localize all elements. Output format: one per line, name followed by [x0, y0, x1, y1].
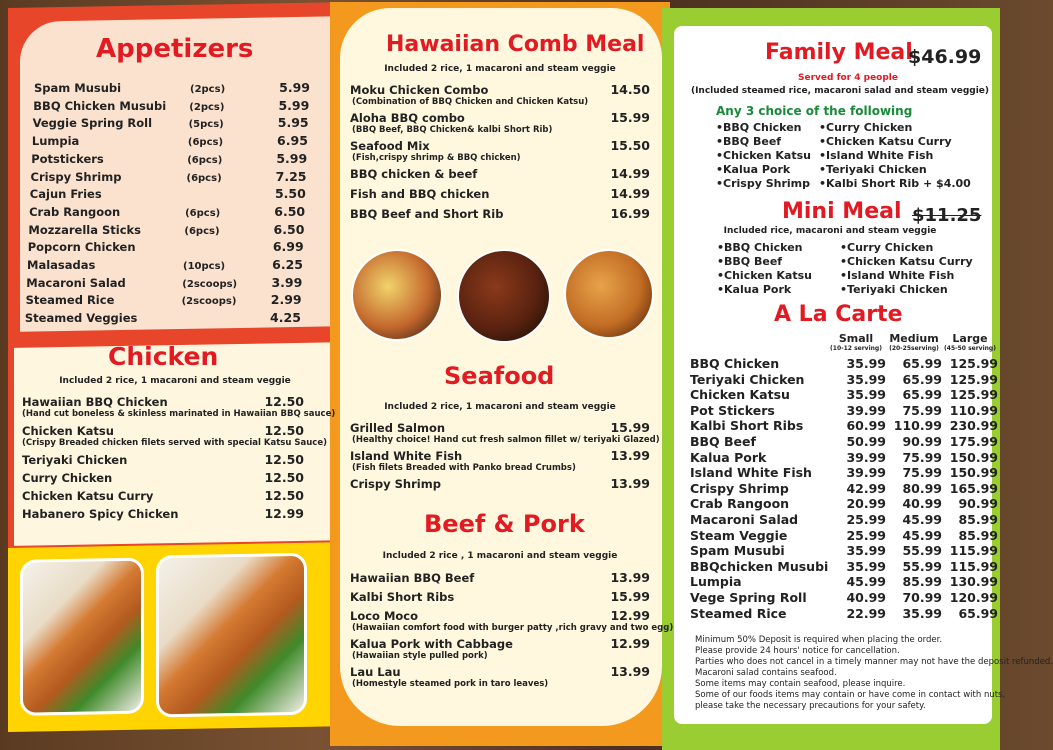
note-line: Macaroni salad contains seafood.	[695, 668, 837, 678]
mini-option: • Island White Fish	[840, 269, 954, 282]
alacarte-medium: 35.99	[902, 605, 942, 621]
comb-name: BBQ Beef and Short Rib	[350, 207, 504, 221]
alacarte-medium: 85.99	[902, 574, 942, 590]
chicken-price: 12.99	[264, 506, 304, 521]
alacarte-medium: 45.99	[902, 512, 942, 527]
family-choice: Any 3 choice of the following	[716, 104, 913, 118]
comb-price: 14.50	[610, 82, 650, 97]
appetizers-title: Appetizers	[96, 34, 254, 64]
appetizer-name: Spam Musubi	[34, 81, 122, 95]
alacarte-name: Teriyaki Chicken	[690, 371, 805, 387]
mini-title: Mini Meal	[782, 199, 902, 224]
appetizer-row	[28, 222, 304, 237]
chicken-row	[22, 470, 304, 485]
alacarte-row	[690, 543, 998, 558]
note-line: Parties who does not cancel in a timely manner may not have the deposit refunded.	[695, 657, 1053, 667]
alacarte-row	[690, 356, 998, 371]
family-option: • BBQ Chicken	[716, 121, 802, 134]
alacarte-title: A La Carte	[774, 302, 903, 327]
comb-photo-1	[351, 249, 443, 341]
appetizer-qty: (2pcs)	[190, 84, 226, 95]
chicken-desc: (Crispy Breaded chicken filets served with special Katsu Sauce)	[22, 438, 327, 448]
appetizer-row	[33, 115, 309, 130]
appetizer-price: 5.99	[276, 150, 308, 166]
beefpork-row	[350, 636, 650, 651]
appetizer-name: Potstickers	[31, 151, 104, 166]
alacarte-row	[690, 481, 998, 496]
chicken-name: Chicken Katsu	[22, 424, 114, 438]
beefpork-price: 12.99	[610, 636, 650, 651]
seafood-price: 13.99	[610, 476, 650, 491]
alacarte-name: Kalua Pork	[690, 449, 767, 465]
appetizer-row	[27, 257, 303, 272]
appetizer-name: Steamed Rice	[25, 293, 115, 308]
alacarte-large: 115.99	[949, 543, 998, 559]
appetizer-price: 4.25	[270, 310, 301, 326]
alacarte-large: 230.99	[949, 418, 998, 434]
photos-strip	[8, 542, 338, 732]
family-option: • Kalua Pork	[716, 163, 790, 176]
alacarte-small: 35.99	[846, 371, 886, 387]
appetizer-row	[31, 169, 307, 184]
appetizer-name: Mozzarella Sticks	[28, 222, 142, 237]
comb-row	[350, 138, 650, 153]
alacarte-name: Pot Stickers	[690, 402, 775, 418]
seafood-subtitle: Included 2 rice, 1 macaroni and steam veggie	[384, 402, 616, 412]
family-option: • Curry Chicken	[819, 121, 912, 134]
seafood-row	[350, 448, 650, 463]
mini-option: • Curry Chicken	[840, 241, 933, 254]
beefpork-desc: (Hawaiian comfort food with burger patty ,rich gravy and two egg)	[352, 623, 674, 633]
comb-name: Fish and BBQ chicken	[350, 187, 490, 201]
alacarte-row	[690, 496, 998, 511]
alacarte-small: 50.99	[846, 434, 886, 449]
appetizer-price: 5.50	[274, 186, 306, 202]
appetizer-name: Popcorn Chicken	[27, 240, 136, 255]
chicken-subtitle: Included 2 rice, 1 macaroni and steam veggie	[59, 376, 291, 386]
alacarte-row	[690, 450, 998, 465]
alacarte-row	[690, 606, 998, 621]
comb-row	[350, 166, 650, 181]
alacarte-name: Chicken Katsu	[690, 387, 790, 403]
comb-subtitle: Included 2 rice, 1 macaroni and steam veggie	[384, 64, 616, 74]
comb-title: Hawaiian Comb Meal	[386, 32, 645, 57]
alacarte-small: 35.99	[846, 558, 886, 574]
alacarte-size-small: Small	[838, 332, 874, 345]
alacarte-large: 150.99	[949, 449, 998, 465]
alacarte-large: 125.99	[949, 387, 998, 403]
alacarte-medium: 70.99	[902, 590, 942, 605]
chicken-name: Chicken Katsu Curry	[22, 489, 154, 503]
alacarte-name: Island White Fish	[690, 465, 812, 481]
seafood-desc: (Healthy choice! Hand cut fresh salmon fillet w/ teriyaki Glazed)	[352, 435, 660, 445]
comb-price: 16.99	[610, 206, 650, 221]
comb-desc: (BBQ Beef, BBQ Chicken& kalbi Short Rib)	[352, 125, 553, 135]
alacarte-name: Macaroni Salad	[690, 512, 799, 527]
comb-row	[350, 82, 650, 97]
beefpork-desc: (Hawaiian style pulled pork)	[352, 651, 488, 661]
note-line: Some of our foods items may contain or have come in contact with nuts,	[695, 690, 1006, 700]
beefpork-title: Beef & Pork	[424, 510, 585, 538]
appetizer-price: 3.99	[271, 274, 303, 290]
appetizer-price: 6.99	[272, 239, 304, 255]
alacarte-small: 39.99	[846, 465, 886, 481]
comb-name: Moku Chicken Combo	[350, 83, 489, 97]
alacarte-large: 175.99	[949, 434, 998, 449]
alacarte-row	[690, 559, 998, 574]
alacarte-name: Vege Spring Roll	[690, 590, 807, 605]
alacarte-serving: (45-50 serving)	[944, 345, 996, 352]
chicken-row	[22, 423, 304, 438]
appetizer-row	[26, 275, 302, 290]
comb-photo-2	[457, 249, 551, 343]
appetizer-price: 6.50	[274, 203, 306, 219]
chicken-desc: (Hand cut boneless & skinless marinated in Hawaiian BBQ sauce)	[22, 409, 336, 419]
alacarte-small: 35.99	[846, 356, 886, 371]
comb-name: Seafood Mix	[350, 139, 430, 153]
chicken-name: Hawaiian BBQ Chicken	[22, 395, 168, 409]
alacarte-small: 35.99	[846, 387, 886, 403]
alacarte-size-large: Large	[952, 332, 988, 345]
alacarte-small: 25.99	[846, 527, 886, 543]
note-line: Please provide 24 hours' notice for cancellation.	[695, 646, 900, 656]
seafood-desc: (Fish filets Breaded with Panko bread Crumbs)	[352, 463, 576, 473]
alacarte-serving: (10-12 serving)	[830, 345, 882, 352]
family-option: • BBQ Beef	[716, 135, 781, 148]
chicken-price: 12.50	[264, 423, 304, 438]
beefpork-row	[350, 570, 650, 585]
family-option: • Kalbi Short Rib + $4.00	[819, 177, 971, 190]
seafood-name: Grilled Salmon	[350, 421, 446, 435]
mini-option: • Teriyaki Chicken	[840, 283, 948, 296]
note-line: Some items may contain seafood, please inquire.	[695, 679, 906, 689]
chicken-title: Chicken	[108, 342, 219, 371]
seafood-price: 13.99	[610, 448, 650, 463]
alacarte-medium: 55.99	[902, 558, 942, 574]
alacarte-small: 40.99	[846, 590, 886, 605]
appetizer-price: 2.99	[270, 292, 302, 308]
comb-price: 14.99	[610, 166, 650, 181]
appetizer-price: 7.25	[275, 168, 307, 184]
alacarte-small: 42.99	[846, 480, 886, 496]
seafood-row	[350, 420, 650, 435]
appetizer-qty: (6pcs)	[187, 154, 223, 166]
appetizer-row	[32, 133, 308, 148]
family-price: $46.99	[908, 46, 982, 68]
appetizer-name: BBQ Chicken Musubi	[33, 98, 167, 113]
family-option: • Island White Fish	[819, 149, 933, 162]
beefpork-name: Loco Moco	[350, 609, 419, 623]
alacarte-small: 20.99	[846, 496, 886, 512]
alacarte-row	[690, 418, 998, 433]
alacarte-medium: 65.99	[902, 356, 942, 371]
alacarte-large: 125.99	[949, 356, 998, 371]
alacarte-name: Steamed Rice	[690, 605, 787, 621]
appetizer-price: 6.95	[277, 133, 308, 149]
alacarte-name: Lumpia	[690, 574, 742, 590]
mini-price: $11.25	[912, 205, 982, 226]
comb-photo-3	[564, 249, 654, 339]
appetizer-qty: (6pcs)	[184, 225, 220, 237]
family-option: • Crispy Shrimp	[716, 177, 810, 190]
alacarte-name: Crab Rangoon	[690, 496, 790, 512]
appetizer-qty: (6pcs)	[186, 172, 222, 184]
alacarte-medium: 90.99	[902, 434, 942, 449]
chicken-row	[22, 488, 304, 503]
alacarte-medium: 40.99	[902, 496, 942, 512]
chicken-row	[22, 506, 304, 521]
family-option: • Teriyaki Chicken	[819, 163, 927, 176]
alacarte-row	[690, 528, 998, 543]
appetizer-price: 5.95	[277, 115, 309, 131]
appetizer-price: 5.99	[278, 97, 310, 113]
alacarte-name: BBQchicken Musubi	[690, 558, 829, 574]
seafood-name: Crispy Shrimp	[350, 477, 441, 491]
alacarte-size-medium: Medium	[889, 332, 939, 345]
chicken-name: Habanero Spicy Chicken	[22, 507, 179, 521]
mini-included: Included rice, macaroni and steam veggie	[723, 226, 937, 236]
chicken-price: 12.50	[264, 488, 304, 503]
comb-name: BBQ chicken & beef	[350, 167, 478, 181]
alacarte-large: 130.99	[949, 574, 998, 590]
appetizer-qty: (6pcs)	[185, 207, 221, 219]
family-included: (Included steamed rice, macaroni salad and steam veggie)	[690, 86, 990, 96]
mini-option: • Chicken Katsu Curry	[840, 255, 973, 268]
comb-price: 15.99	[610, 110, 650, 125]
alacarte-medium: 75.99	[902, 402, 942, 418]
appetizer-name: Crispy Shrimp	[30, 169, 122, 184]
alacarte-medium: 80.99	[902, 480, 942, 496]
alacarte-row	[690, 512, 998, 527]
alacarte-large: 90.99	[958, 496, 998, 512]
appetizer-qty: (6pcs)	[187, 137, 224, 149]
family-served: Served for 4 people	[798, 73, 898, 83]
alacarte-large: 165.99	[949, 480, 998, 496]
alacarte-small: 60.99	[846, 418, 886, 434]
appetizer-row	[25, 310, 301, 325]
chicken-katsu-photo	[20, 558, 144, 716]
appetizer-name: Crab Rangoon	[29, 204, 121, 219]
beefpork-subtitle: Included 2 rice , 1 macaroni and steam veggie	[382, 551, 618, 561]
alacarte-medium: 110.99	[893, 418, 942, 434]
alacarte-medium: 75.99	[902, 449, 942, 465]
alacarte-row	[690, 403, 998, 418]
alacarte-large: 150.99	[949, 465, 998, 481]
notes	[695, 635, 1053, 712]
comb-row	[350, 110, 650, 125]
comb-desc: (Fish,crispy shrimp & BBQ chicken)	[352, 153, 521, 163]
alacarte-name: BBQ Beef	[690, 434, 756, 449]
appetizer-name: Macaroni Salad	[26, 275, 126, 290]
alacarte-row	[690, 372, 998, 387]
seafood-price: 15.99	[610, 420, 650, 435]
alacarte-medium: 45.99	[902, 527, 942, 543]
alacarte-medium: 75.99	[902, 465, 942, 481]
appetizer-name: Cajun Fries	[29, 187, 102, 202]
mini-option: • Kalua Pork	[717, 283, 791, 296]
alacarte-name: Crispy Shrimp	[690, 480, 789, 496]
alacarte-large: 120.99	[949, 590, 998, 605]
alacarte-large: 125.99	[949, 371, 998, 387]
beefpork-name: Hawaiian BBQ Beef	[350, 571, 475, 585]
beefpork-price: 13.99	[610, 570, 650, 585]
alacarte-row	[690, 465, 998, 480]
alacarte-medium: 55.99	[902, 543, 942, 559]
beefpork-row	[350, 664, 650, 679]
alacarte-medium: 65.99	[902, 371, 942, 387]
appetizer-row	[30, 186, 306, 201]
alacarte-small: 35.99	[846, 543, 886, 559]
alacarte-large: 85.99	[958, 527, 998, 543]
alacarte-name: BBQ Chicken	[690, 356, 780, 371]
comb-desc: (Combination of BBQ Chicken and Chicken Katsu)	[352, 97, 589, 107]
beefpork-name: Kalbi Short Ribs	[350, 590, 455, 604]
comb-price: 14.99	[610, 186, 650, 201]
beefpork-row	[350, 608, 650, 623]
chicken-price: 12.50	[264, 452, 304, 467]
appetizer-row	[34, 80, 310, 95]
family-option: • Chicken Katsu	[716, 149, 811, 162]
comb-price: 15.50	[610, 138, 650, 153]
alacarte-small: 39.99	[846, 449, 886, 465]
chicken-row	[22, 452, 304, 467]
alacarte-medium: 65.99	[902, 387, 942, 403]
alacarte-row	[690, 590, 998, 605]
comb-row	[350, 206, 650, 221]
alacarte-small: 22.99	[846, 605, 886, 621]
alacarte-small: 25.99	[846, 512, 886, 527]
note-line: please take the necessary precautions for your safety.	[695, 701, 926, 711]
alacarte-name: Spam Musubi	[690, 543, 785, 559]
seafood-name: Island White Fish	[350, 449, 463, 463]
appetizer-name: Malasadas	[27, 258, 96, 272]
beefpork-price: 13.99	[610, 664, 650, 679]
alacarte-small: 45.99	[846, 574, 886, 590]
chicken-name: Teriyaki Chicken	[22, 453, 128, 467]
chicken-price: 12.50	[264, 470, 304, 485]
appetizer-price: 6.25	[272, 257, 303, 272]
alacarte-large: 110.99	[949, 402, 998, 418]
appetizer-qty: (10pcs)	[183, 261, 226, 272]
beefpork-row	[350, 589, 650, 604]
chicken-name: Curry Chicken	[22, 471, 113, 485]
alacarte-large: 85.99	[958, 512, 998, 527]
bbq-chicken-photo	[156, 553, 307, 718]
alacarte-row	[690, 574, 998, 589]
appetizer-row	[29, 204, 305, 219]
appetizer-qty: (5pcs)	[188, 119, 224, 131]
appetizer-name: Lumpia	[31, 134, 80, 149]
beefpork-price: 12.99	[610, 608, 650, 623]
family-title: Family Meal	[765, 40, 913, 65]
seafood-row	[350, 476, 650, 491]
alacarte-row	[690, 387, 998, 402]
family-option: • Chicken Katsu Curry	[819, 135, 952, 148]
appetizer-qty: (2pcs)	[189, 101, 225, 113]
appetizer-qty: (2scoops)	[181, 296, 237, 308]
chicken-price: 12.50	[264, 394, 304, 409]
appetizer-name: Veggie Spring Roll	[32, 116, 153, 131]
beefpork-name: Kalua Pork with Cabbage	[350, 637, 513, 651]
alacarte-name: Steam Veggie	[690, 527, 788, 543]
chicken-row	[22, 394, 304, 409]
appetizer-row	[31, 151, 307, 166]
appetizer-price: 6.50	[273, 221, 305, 237]
comb-row	[350, 186, 650, 201]
comb-name: Aloha BBQ combo	[350, 111, 465, 125]
alacarte-row	[690, 434, 998, 449]
note-line: Minimum 50% Deposit is required when placing the order.	[695, 635, 943, 645]
appetizer-row	[26, 292, 302, 307]
beefpork-name: Lau Lau	[350, 665, 401, 679]
mini-option: • BBQ Chicken	[717, 241, 803, 254]
mini-option: • BBQ Beef	[717, 255, 782, 268]
alacarte-large: 65.99	[958, 605, 998, 621]
mini-option: • Chicken Katsu	[717, 269, 812, 282]
appetizer-qty: (2scoops)	[182, 278, 238, 290]
beefpork-price: 15.99	[610, 589, 650, 604]
appetizer-price: 5.99	[279, 80, 310, 95]
seafood-title: Seafood	[444, 362, 555, 390]
appetizer-row	[28, 239, 304, 254]
alacarte-large: 115.99	[949, 558, 998, 574]
alacarte-small: 39.99	[846, 402, 886, 418]
alacarte-serving: (20-25serving)	[889, 345, 939, 352]
alacarte-name: Kalbi Short Ribs	[690, 418, 804, 434]
appetizer-row	[33, 98, 309, 113]
beefpork-desc: (Homestyle steamed pork in taro leaves)	[352, 679, 549, 689]
appetizer-name: Steamed Veggies	[24, 311, 138, 326]
